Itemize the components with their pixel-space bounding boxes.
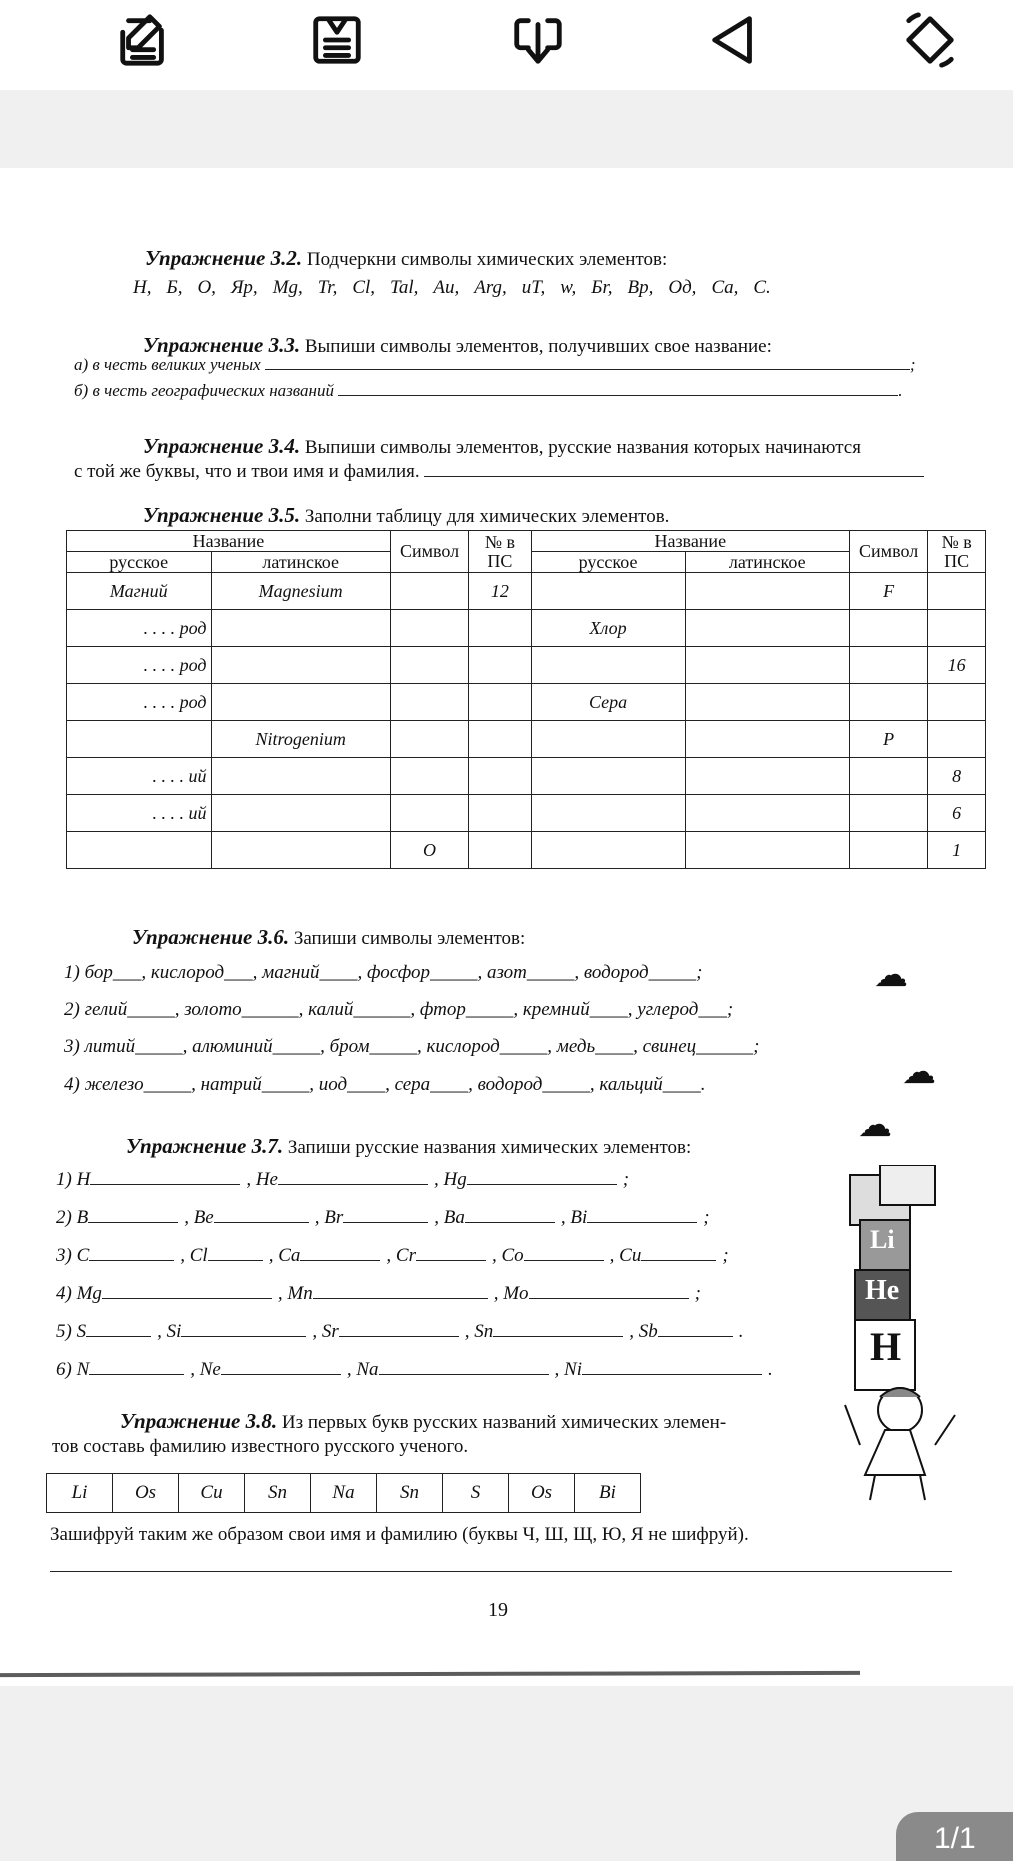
sign-label: H [870,1324,902,1369]
exercise-3-7-line: 2) B , Be , Br , Ba , Bi ; [56,1204,710,1230]
cipher-cell: Sn [245,1474,311,1513]
table-cell-num[interactable]: 1 [928,832,986,869]
boy-with-signs-illustration [840,1165,970,1505]
exercise-3-6-line[interactable]: 3) литий_____, алюминий_____, бром_____, кислород_____, медь____, свинец______; [64,1036,760,1057]
table-cell-lat[interactable] [211,647,390,684]
rotate-icon [901,11,959,69]
element-symbol[interactable]: Tal, [390,277,419,298]
cipher-cell: Na [311,1474,377,1513]
answer-line[interactable] [343,1204,428,1223]
download-button[interactable] [506,8,570,72]
table-cell-ru[interactable] [531,758,685,795]
table-cell-lat[interactable]: Nitrogenium [211,721,390,758]
exercise-title: Упражнение 3.2. [145,246,303,270]
cipher-cell: Bi [575,1474,641,1513]
element-label: Co [501,1245,524,1266]
table-cell-lat[interactable] [211,795,390,832]
page-counter-badge: 1/1 [896,1812,1013,1861]
table-cell-ru[interactable]: Магний [67,573,212,610]
element-label: Hg [443,1169,467,1190]
table-cell-num[interactable] [469,610,531,647]
table-cell-lat[interactable] [685,684,849,721]
table-cell-lat[interactable] [685,573,849,610]
exercise-3-2-symbols [133,276,786,300]
table-cell-num[interactable]: 16 [928,647,986,684]
header-name-right: Название [531,531,849,552]
element-label: Sb [638,1321,658,1342]
sign-label: Li [870,1225,895,1254]
table-row [67,647,986,684]
table-row [67,573,986,610]
rotate-button[interactable] [898,8,962,72]
table-cell-num[interactable] [469,721,531,758]
table-row [67,721,986,758]
cipher-cell: Cu [179,1474,245,1513]
element-symbol[interactable]: Arg, [474,277,507,298]
answer-line[interactable] [524,1242,604,1261]
element-symbol[interactable]: С. [753,277,771,298]
table-cell-sym[interactable] [849,758,927,795]
table-cell-num[interactable] [928,573,986,610]
answer-line[interactable] [641,1242,716,1261]
answer-line[interactable] [339,1318,459,1337]
answer-line[interactable] [424,458,924,477]
exercise-text: Из первых букв русских названий химических элемен- [281,1412,727,1433]
element-label: Mo [503,1283,529,1304]
element-symbol[interactable]: Mg, [272,277,303,298]
element-symbol[interactable]: О, [197,277,216,298]
header-russian: русское [67,552,212,573]
table-row [67,684,986,721]
table-cell-ru[interactable]: . . . . род [67,647,212,684]
table-cell-num[interactable] [928,684,986,721]
exercise-3-7-line: 5) S , Si , Sr , Sn , Sb . [56,1318,744,1344]
answer-line[interactable] [467,1166,617,1185]
cipher-cell: S [443,1474,509,1513]
element-symbol[interactable]: Au, [433,277,460,298]
element-symbol[interactable]: Н, [133,277,152,298]
page-number: 19 [488,1599,508,1621]
table-cell-lat[interactable] [211,610,390,647]
element-symbol[interactable]: Tr, [317,277,338,298]
answer-line[interactable] [50,1571,952,1572]
header-symbol-right: Символ [849,531,927,573]
answer-line[interactable] [587,1204,697,1223]
exercise-title: Упражнение 3.5. [143,503,301,527]
element-label: Ne [199,1359,221,1380]
table-cell-ru[interactable]: Хлор [531,610,685,647]
exercise-title: Упражнение 3.6. [132,925,290,949]
element-label: Na [356,1359,379,1380]
answer-line[interactable] [208,1242,263,1261]
exercise-3-8-heading [120,1409,726,1435]
element-label: Cl [189,1245,208,1266]
exercise-text: Подчеркни символы химических элементов: [306,249,668,270]
exercise-text: Заполни таблицу для химических элементов. [304,506,670,527]
exercise-3-7-line: 6) N , Ne , Na , Ni . [56,1356,773,1382]
download-icon [509,11,567,69]
answer-line[interactable] [582,1356,762,1375]
table-cell-lat[interactable] [211,684,390,721]
exercise-3-7-heading [126,1134,691,1160]
answer-line[interactable] [102,1280,272,1299]
element-symbol[interactable]: Ca, [711,277,739,298]
answer-line[interactable] [181,1318,306,1337]
table-cell-sym[interactable] [849,610,927,647]
table-cell-sym[interactable] [849,647,927,684]
table-cell-sym[interactable] [849,795,927,832]
cipher-cell: Os [113,1474,179,1513]
element-symbol[interactable]: Од, [668,277,697,298]
viewer-background-bottom [0,1686,1013,1861]
header-russian: русское [531,552,685,573]
answer-line[interactable] [90,1166,240,1185]
element-label: 5) S [56,1321,87,1342]
table-cell-ru[interactable] [531,647,685,684]
exercise-3-7-line: 3) C , Cl , Ca , Cr , Co , Cu ; [56,1242,729,1268]
element-symbol[interactable]: uT, [521,277,546,298]
table-cell-sym[interactable] [390,684,468,721]
answer-line[interactable] [88,1204,178,1223]
table-cell-sym[interactable]: F [849,573,927,610]
viewer-background-top [0,90,1013,168]
table-cell-ru[interactable] [531,573,685,610]
exercise-3-8-text2: тов составь фамилию известного русского ученого. [52,1436,469,1457]
exercise-3-5-heading [143,503,669,529]
table-cell-lat[interactable] [685,795,849,832]
header-number-right: № в ПС [928,531,986,573]
exercise-3-4-heading [143,434,861,460]
table-cell-ru[interactable]: . . . . ий [67,795,212,832]
table-cell-sym[interactable] [849,832,927,869]
element-label: Cu [619,1245,642,1266]
element-label: 2) B [56,1207,89,1228]
table-cell-num[interactable] [469,795,531,832]
table-row [67,832,986,869]
element-symbol[interactable]: Cl, [352,277,376,298]
table-cell-ru[interactable] [531,832,685,869]
element-label: Sn [474,1321,494,1342]
header-latin: латинское [211,552,390,573]
table-cell-num[interactable]: 12 [469,573,531,610]
answer-line[interactable] [416,1242,486,1261]
edit-note-icon [115,11,173,69]
exercise-3-7-line: 1) H , He , Hg ; [56,1166,629,1192]
header-symbol-left: Символ [390,531,468,573]
table-cell-num[interactable] [469,832,531,869]
table-cell-lat[interactable] [685,758,849,795]
answer-line[interactable] [313,1280,488,1299]
answer-line[interactable] [265,351,910,370]
table-cell-num[interactable]: 8 [928,758,986,795]
table-row [67,795,986,832]
cipher-cell: Sn [377,1474,443,1513]
element-label: Ba [443,1207,465,1228]
cloud-icon: ☁ [874,957,908,994]
table-cell-num[interactable] [928,610,986,647]
answer-line[interactable] [221,1356,341,1375]
element-label: 3) C [56,1245,90,1266]
element-label: 4) Mg [56,1283,102,1304]
answer-line[interactable] [338,377,898,396]
exercise-title: Упражнение 3.3. [143,333,301,357]
element-symbol[interactable]: Б, [166,277,183,298]
table-row [67,610,986,647]
header-number-left: № в ПС [469,531,531,573]
exercise-text: Запиши русские названия химических элементов: [287,1137,692,1158]
exercise-text: Запиши символы элементов: [293,928,526,949]
table-cell-sym[interactable] [390,573,468,610]
header-latin: латинское [685,552,849,573]
cloud-icon: ☁ [858,1107,892,1144]
line-label: а) в честь великих ученых [74,355,261,374]
answer-line[interactable] [493,1318,623,1337]
table-cell-sym[interactable] [390,795,468,832]
exercise-3-6-heading [132,925,525,951]
exercise-title: Упражнение 3.4. [143,434,301,458]
back-button[interactable] [702,8,766,72]
cloud-icon: ☁ [902,1054,936,1091]
answer-line[interactable] [465,1204,555,1223]
viewer-toolbar [0,0,1013,90]
element-label: Sr [321,1321,339,1342]
table-row [67,758,986,795]
table-cell-num[interactable] [928,721,986,758]
element-label: Ca [278,1245,301,1266]
table-cell-sym[interactable] [390,721,468,758]
table-cell-lat[interactable] [211,832,390,869]
table-cell-sym[interactable]: O [390,832,468,869]
element-label: He [255,1169,278,1190]
exercise-title: Упражнение 3.8. [120,1409,278,1433]
answer-line[interactable] [529,1280,689,1299]
table-cell-lat[interactable] [685,610,849,647]
element-label: Si [166,1321,182,1342]
table-cell-lat[interactable] [685,647,849,684]
table-cell-lat[interactable] [685,721,849,758]
exercise-text: Выпиши символы элементов, русские названия которых начинаются [304,437,861,458]
exercise-3-4-line [74,458,924,484]
cipher-cell: Os [509,1474,575,1513]
exercise-3-3-line-b: б) в честь географических названий . [74,377,902,403]
answer-line[interactable] [89,1356,184,1375]
table-cell-sym[interactable]: P [849,721,927,758]
table-cell-sym[interactable] [390,647,468,684]
element-symbol[interactable]: w, [560,277,577,298]
element-label: 1) H [56,1169,91,1190]
table-cell-sym[interactable] [390,758,468,795]
triangle-back-icon [705,11,763,69]
header-name-left: Название [67,531,391,552]
cipher-table [46,1473,641,1513]
element-symbol[interactable]: Бr, [591,277,613,298]
table-cell-ru[interactable] [531,795,685,832]
table-cell-lat[interactable] [685,832,849,869]
exercise-3-6-line[interactable]: 2) гелий_____, золото______, калий______, фтор_____, кремний____, углерод___; [64,999,734,1020]
element-symbol[interactable]: Яр, [230,277,258,298]
element-label: Ni [564,1359,582,1380]
table-cell-num[interactable]: 6 [928,795,986,832]
elements-table [66,530,986,869]
exercise-3-3-line-a: а) в честь великих ученых ; [74,351,916,377]
element-label: Br [324,1207,344,1228]
exercise-3-6-line[interactable]: 1) бор___, кислород___, магний____, фосфор_____, азот_____, водород_____; [64,962,703,983]
element-label: 6) N [56,1359,90,1380]
element-label: Bi [570,1207,588,1228]
exercise-text: Выпиши символы элементов, получивших свое название: [304,336,772,357]
line-label: б) в честь географических названий [74,381,334,400]
answer-line[interactable] [278,1166,428,1185]
element-symbol[interactable]: Bp, [627,277,654,298]
sign-label: He [865,1275,900,1306]
table-cell-sym[interactable] [849,684,927,721]
answer-line[interactable] [214,1204,309,1223]
element-label: Be [193,1207,214,1228]
cipher-cell: Li [47,1474,113,1513]
table-cell-ru[interactable]: . . . . ий [67,758,212,795]
answer-line[interactable] [86,1318,151,1337]
exercise-3-6-line[interactable]: 4) железо_____, натрий_____, иод____, сера____, водород_____, кальций____. [64,1074,706,1095]
answer-line[interactable] [89,1242,174,1261]
table-cell-lat[interactable] [211,758,390,795]
element-label: Cr [395,1245,416,1266]
table-cell-num[interactable] [469,647,531,684]
table-cell-ru[interactable] [531,721,685,758]
table-cell-sym[interactable] [390,610,468,647]
element-label: Mn [287,1283,313,1304]
exercise-3-8-footer: Зашифруй таким же образом свои имя и фамилию (буквы Ч, Ш, Щ, Ю, Я не шифруй). [50,1524,749,1545]
answer-line[interactable] [300,1242,380,1261]
table-cell-ru[interactable] [67,721,212,758]
table-cell-ru[interactable] [67,832,212,869]
table-cell-lat[interactable]: Magnesium [211,573,390,610]
table-cell-num[interactable] [469,684,531,721]
annotate-button[interactable] [305,8,369,72]
exercise-3-2-heading [145,246,667,272]
answer-line[interactable] [658,1318,733,1337]
exercise-3-7-line: 4) Mg , Mn , Mo ; [56,1280,701,1306]
table-cell-num[interactable] [469,758,531,795]
annotate-icon [308,11,366,69]
answer-line[interactable] [379,1356,549,1375]
exercise-title: Упражнение 3.7. [126,1134,284,1158]
edit-note-button[interactable] [112,8,176,72]
table-cell-ru[interactable]: Сера [531,684,685,721]
table-cell-ru[interactable]: . . . . род [67,684,212,721]
exercise-text: с той же буквы, что и твои имя и фамилия. [74,461,420,482]
table-cell-ru[interactable]: . . . . род [67,610,212,647]
